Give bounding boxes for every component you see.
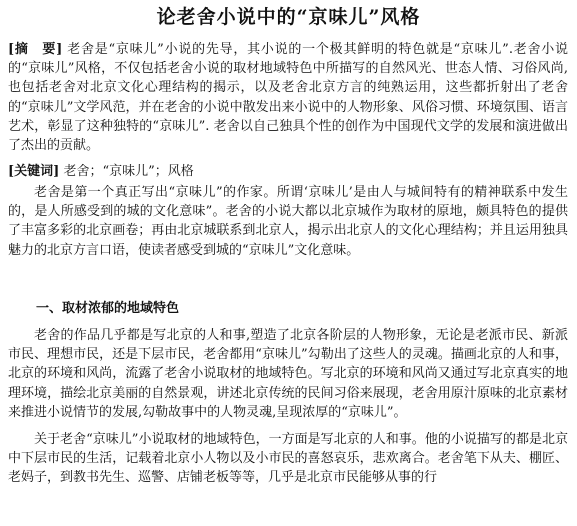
keywords-text: 老舍；“京味儿”；风格 (63, 164, 194, 179)
section-heading: 一、取材浓郁的地域特色 (36, 301, 180, 316)
keywords-label: [关键词] (8, 164, 60, 179)
abstract-paragraph (8, 40, 568, 155)
abstract-label: [摘 要] (8, 42, 63, 57)
body-paragraph: 关于老舍“京味儿”小说取材的地域特色，一方面是写北京的人和事。他的小说描写的都是北京中下层市民的生活，记载着北京小人物以及小市民的喜怒哀乐，悲欢离合。老舍笔下从夫、棚匠、老妈子，到教书先生、巡警、店铺老板等等，几乎是北京市民能够从事的行 (8, 432, 568, 486)
abstract-text: 老舍是“京味儿”小说的先导，其小说的一个极其鲜明的特色就是“京味儿”.老舍小说的“京味儿”风格，不仅包括老舍小说的取材地域特色中所描写的自然风光、世态人情、习俗风尚,也包括老舍对北京文化心理结构的揭示，以及老舍北京方言的纯熟运用，这些都折射出了老舍的“京味儿”文学风范，并在老舍的小说中散发出来小说中的人物形象、风俗习惯、环境氛围、语言艺术，彰显了这种独特的“京味儿”. 老舍以自己独具个性的创作为中国现代文学的发展和演进做出了杰出的贡献。 (8, 42, 568, 154)
keywords-paragraph (8, 162, 568, 181)
body-paragraph: 老舍的作品几乎都是写北京的人和事,塑造了北京各阶层的人物形象，无论是老派市民、新派市民、理想市民，还是下层市民，老舍都用“京味儿”勾勒出了这些人的灵魂。描画北京的人和事，北京的环境和风尚，流露了老舍小说取材的地域特色。写北京的环境和风尚又通过写北京真实的地理环境，描绘北京美丽的自然景观，讲述北京传统的民间习俗来展现，老舍用原汁原味的北京素材来推进小说情节的发展,勾勒故事中的人物灵魂,呈现浓厚的“京味儿”。 (8, 328, 568, 420)
intro-paragraph: 老舍是第一个真正写出“京味儿”的作家。所谓‘京味儿’是由人与城间特有的精神联系中发生的，是人所感受到的城的文化意味”。老舍的小说大都以北京城作为取材的原地，颇具特色的提供了丰富多彩的北京画卷；再由北京城联系到北京人，揭示出北京人的文化心理结构；并且运用独具魅力的北京方言口语，使读者感受到城的“京味儿”文化意味。 (8, 185, 568, 258)
document-title: 论老舍小说中的“京味儿”风格 (156, 6, 421, 28)
